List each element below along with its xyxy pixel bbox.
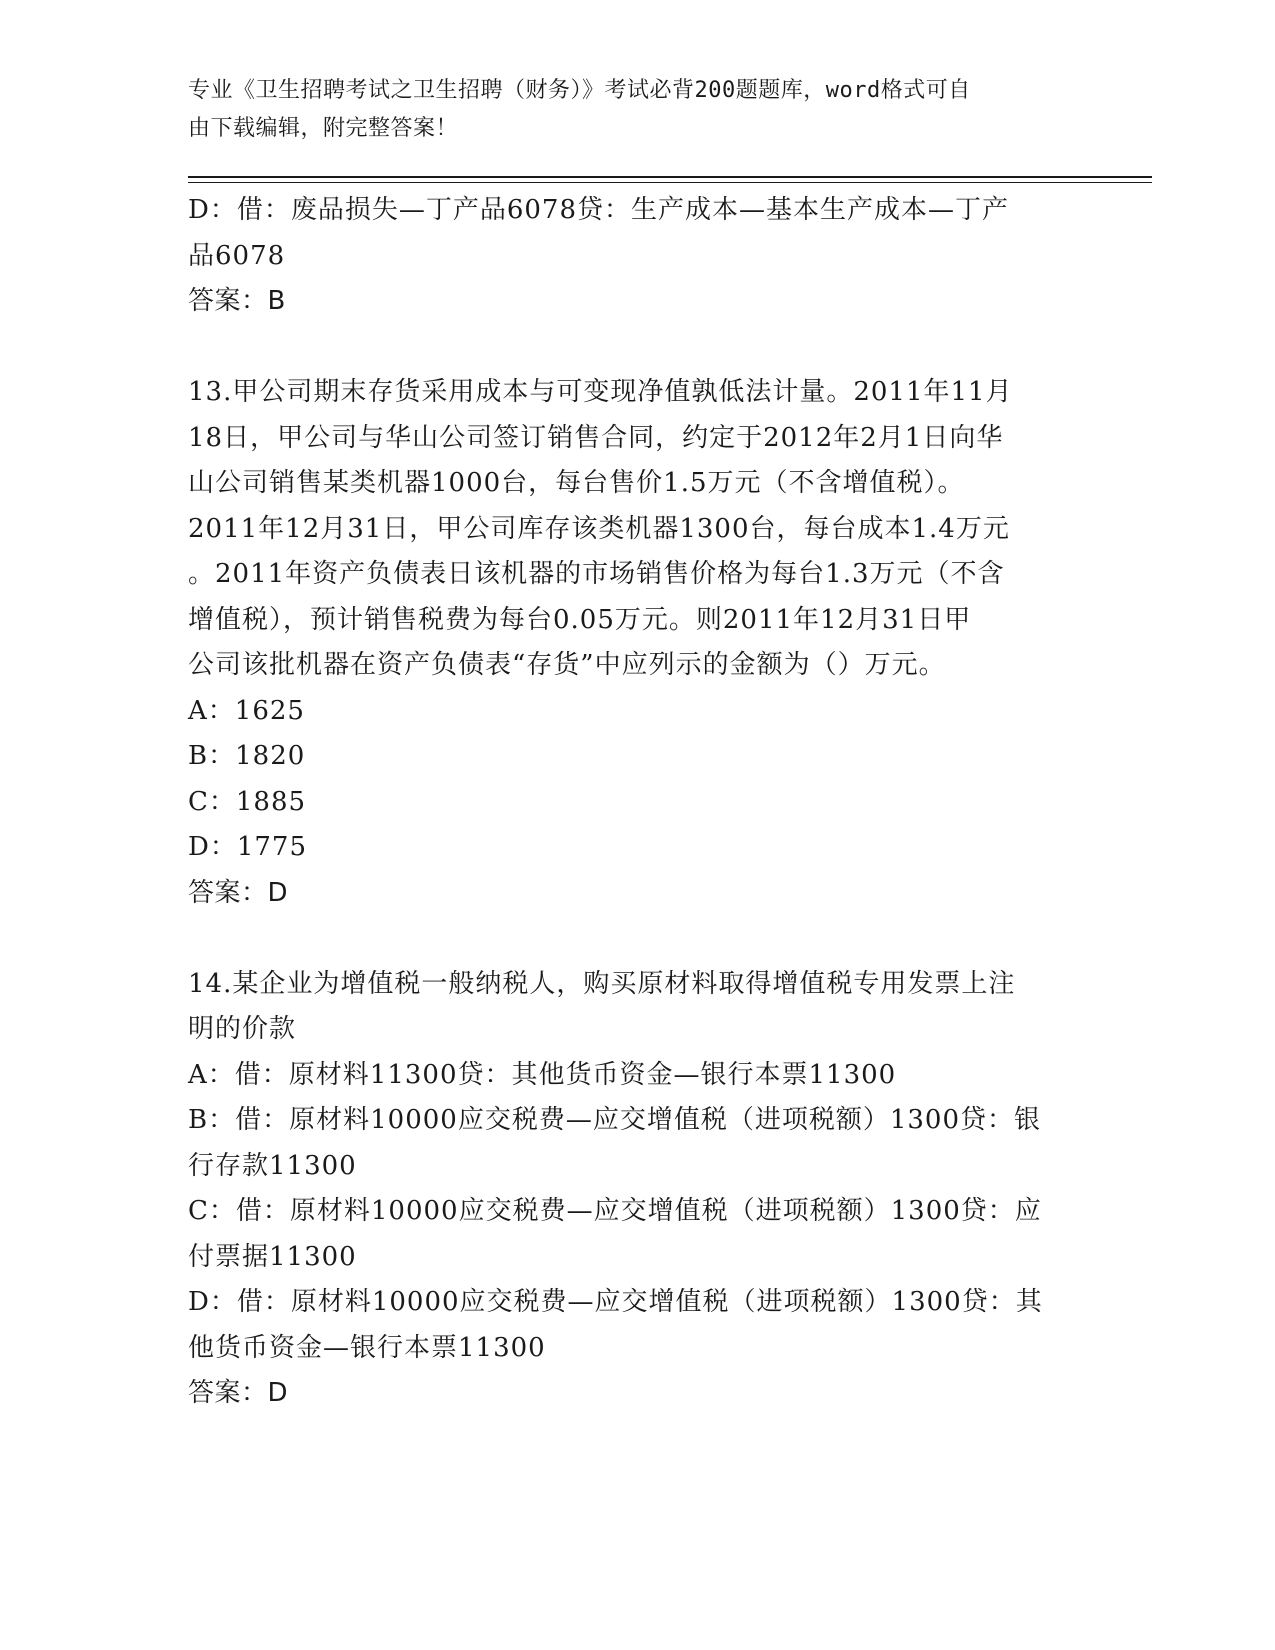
q13-stem-line-1: 13.甲公司期末存货采用成本与可变现净值孰低法计量。2011年11月 (188, 377, 1013, 407)
document-body (188, 188, 1088, 1417)
q13-stem-line-2: 18日，甲公司与华山公司签订销售合同，约定于2012年2月1日向华 (188, 422, 1004, 453)
q14-option-d-line-2: 他货币资金—银行本票11300 (188, 1332, 546, 1363)
q12-answer: 答案：B (188, 286, 286, 316)
q12-option-d-line-1: D：借：废品损失—丁产品6078贷：生产成本—基本生产成本—丁产 (188, 195, 1010, 225)
q14-option-d-line-1: D：借：原材料10000应交税费—应交增值税（进项税额）1300贷：其 (188, 1287, 1043, 1317)
spacer (188, 325, 1088, 371)
q13-stem-line-3: 山公司销售某类机器1000台，每台售价1.5万元（不含增值税）。 (188, 468, 965, 498)
q13-answer: 答案：D (188, 877, 289, 908)
q14-option-c-line-1: C：借：原材料10000应交税费—应交增值税（进项税额）1300贷：应 (188, 1196, 1042, 1226)
q14-option-b-line-1: B：借：原材料10000应交税费—应交增值税（进项税额）1300贷：银 (188, 1105, 1041, 1135)
q14-stem-line-1: 14.某企业为增值税一般纳税人，购买原材料取得增值税专用发票上注 (188, 968, 1016, 999)
spacer (188, 916, 1088, 962)
q13-stem-line-6: 增值税），预计销售税费为每台0.05万元。则2011年12月31日甲 (188, 604, 972, 635)
header-line-1: 专业《卫生招聘考试之卫生招聘（财务）》考试必背200题题库，word格式可自 (188, 78, 971, 103)
q12-option-d-line-2: 品6078 (188, 240, 286, 271)
document-header (188, 72, 1068, 148)
q14-option-a: A：借：原材料11300贷：其他货币资金—银行本票11300 (188, 1059, 897, 1090)
q13-stem-line-7: 公司该批机器在资产负债表“存货”中应列示的金额为（）万元。 (188, 650, 946, 680)
q14-option-c-line-2: 付票据11300 (188, 1241, 357, 1272)
q13-option-c: C：1885 (188, 786, 307, 817)
q14-stem-line-2: 明的价款 (188, 1014, 297, 1044)
q13-option-b: B：1820 (188, 741, 306, 771)
header-divider-thin (188, 182, 1152, 183)
q13-stem-line-4: 2011年12月31日，甲公司库存该类机器1300台，每台成本1.4万元 (188, 513, 1010, 544)
question-14 (188, 962, 1088, 1417)
question-13 (188, 370, 1088, 916)
header-divider-thick (188, 176, 1152, 178)
q13-stem-line-5: 。2011年资产负债表日该机器的市场销售价格为每台1.3万元（不含 (188, 559, 1005, 589)
q13-option-a: A：1625 (188, 695, 305, 726)
question-12-tail (188, 188, 1088, 325)
q14-option-b-line-2: 行存款11300 (188, 1150, 357, 1181)
q13-option-d: D：1775 (188, 832, 308, 862)
header-line-2: 由下载编辑，附完整答案！ (188, 116, 459, 141)
q14-answer: 答案：D (188, 1378, 289, 1408)
